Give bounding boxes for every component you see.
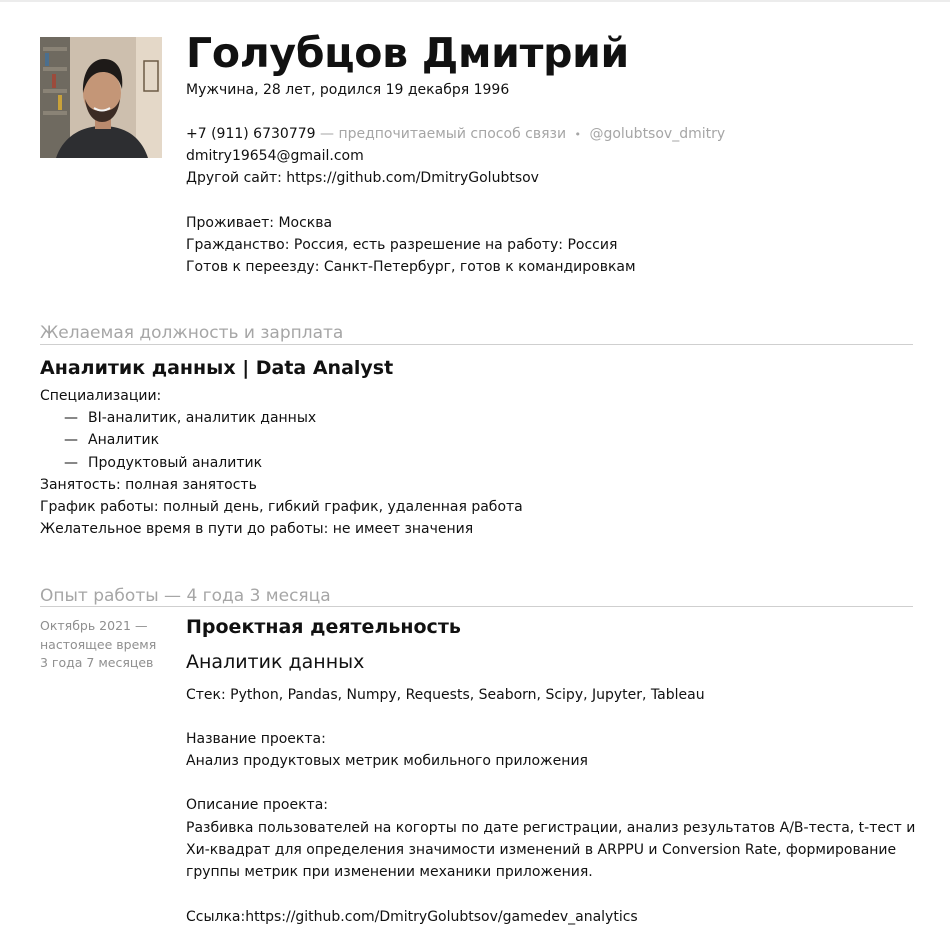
job-company: Проектная деятельность: [186, 616, 461, 638]
specializations-label: Специализации:: [40, 388, 162, 404]
section-divider: [40, 344, 913, 345]
desired-position-section-title: Желаемая должность и зарплата: [40, 323, 344, 343]
project-description-line: группы метрик при изменении механики приложения.: [186, 864, 593, 880]
bullet-dash: —: [64, 410, 78, 426]
job-stack: Стек: Python, Pandas, Numpy, Requests, Seaborn, Scipy, Jupyter, Tableau: [186, 687, 705, 703]
job-duration: 3 года 7 месяцев: [40, 655, 154, 670]
contact-separator: •: [574, 128, 582, 141]
employment-type: Занятость: полная занятость: [40, 477, 257, 493]
profile-photo: [40, 37, 162, 158]
section-divider: [40, 606, 913, 607]
project-link[interactable]: Ссылка:https://github.com/DmitryGolubtsov/gamedev_analytics: [186, 909, 638, 925]
job-role: Аналитик данных: [186, 651, 365, 673]
telegram-link[interactable]: @golubtsov_dmitry: [589, 126, 726, 142]
top-border: [0, 0, 950, 2]
phone-link[interactable]: +7 (911) 6730779: [186, 126, 316, 142]
commute-time: Желательное время в пути до работы: не имеет значения: [40, 521, 474, 537]
citizenship: Гражданство: Россия, есть разрешение на работу: Россия: [186, 237, 618, 253]
job-period-start: Октябрь 2021 —: [40, 618, 148, 633]
project-description-line: Хи-квадрат для определения значимости изменений в ARPPU и Conversion Rate, формирование: [186, 842, 897, 858]
desired-position-title: Аналитик данных | Data Analyst: [40, 357, 394, 379]
relocation: Готов к переезду: Санкт-Петербург, готов к командировкам: [186, 259, 636, 275]
specialization-item: — Аналитик: [64, 432, 160, 448]
bullet-dash: —: [64, 432, 78, 448]
phone-note: — предпочитаемый способ связи: [320, 126, 567, 142]
specialization-item: — Продуктовый аналитик: [64, 455, 263, 471]
specialization-item: — BI-аналитик, аналитик данных: [64, 410, 317, 426]
bullet-dash: —: [64, 455, 78, 471]
project-name-label: Название проекта:: [186, 731, 326, 747]
project-description-line: Разбивка пользователей на когорты по дате регистрации, анализ результатов A/B-теста, t-тест и: [186, 820, 916, 836]
candidate-name: Голубцов Дмитрий: [186, 29, 629, 77]
work-schedule: График работы: полный день, гибкий график, удаленная работа: [40, 499, 523, 515]
residence: Проживает: Москва: [186, 215, 333, 231]
email-link[interactable]: dmitry19654@gmail.com: [186, 148, 364, 164]
project-name: Анализ продуктовых метрик мобильного приложения: [186, 753, 588, 769]
other-site-link[interactable]: Другой сайт: https://github.com/DmitryGolubtsov: [186, 170, 539, 186]
personal-info: Мужчина, 28 лет, родился 19 декабря 1996: [186, 82, 510, 98]
experience-section-title: Опыт работы — 4 года 3 месяца: [40, 586, 331, 606]
contact-phone-line: [186, 124, 725, 145]
profile-photo-image: [40, 37, 162, 158]
project-description-label: Описание проекта:: [186, 797, 328, 813]
job-period-end: настоящее время: [40, 637, 157, 652]
